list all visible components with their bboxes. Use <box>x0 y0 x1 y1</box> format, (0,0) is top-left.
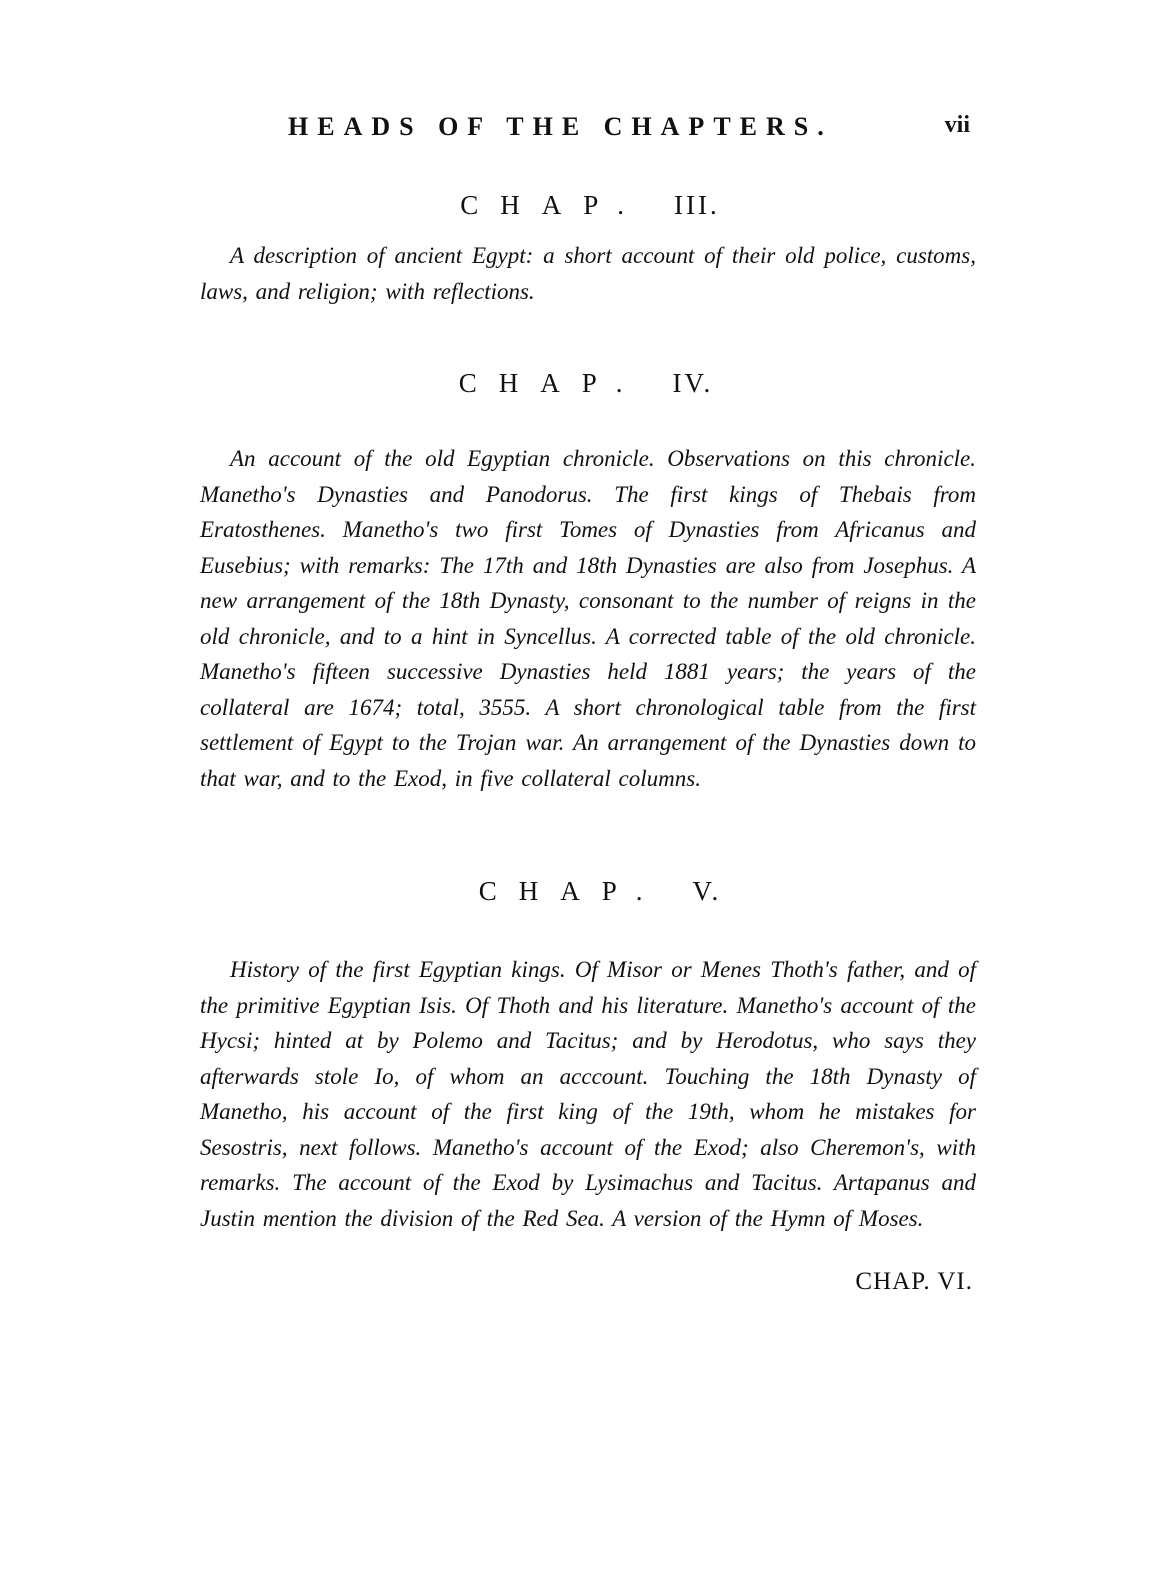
chapter-heading <box>286 368 886 399</box>
chapter-label: CHAP. <box>458 368 645 398</box>
chapter-summary: An account of the old Egyptian chronicle. Observations on this chronicle. Manetho's Dynasties and Panodorus. The first kings of Thebais from Eratosthenes. Manetho's two first Tomes of Dynasties from Africanus and Eusebius; with remarks: The 17th and 18th Dynasties are also from Josephus. A new arrangement of the 18th Dynasty, consonant to the number of reigns in the old chronicle, and to a hint in Syncellus. A corrected table of the old chronicle. Manetho's fifteen successive Dynasties held 1881 years; the years of the collateral are 1674; total, 3555. A short chronological table from the first settlement of Egypt to the Trojan war. An arrangement of the Dynasties down to that war, and to the Exod, in five collateral columns. <box>200 446 976 791</box>
chapter-number: IV. <box>672 368 714 398</box>
chapter-number: V. <box>692 876 722 906</box>
chapter-summary: A description of ancient Egypt: a short account of their old police, customs, laws, and religion; with reflections. <box>200 243 976 304</box>
chapter-summary: History of the first Egyptian kings. Of Misor or Menes Thoth's father, and of the primitive Egyptian Isis. Of Thoth and his literature. Manetho's account of the Hycsi; hinted at by Polemo and Tacitus; and by Herodotus, who says they afterwards stole Io, of whom an acccount. Touching the 18th Dynasty of Manetho, his account of the first king of the 19th, whom he mistakes for Sesostris, next follows. Manetho's account of the Exod; also Cheremon's, with remarks. The account of the Exod by Lysimachus and Tacitus. Artapanus and Justin mention the division of the Red Sea. A version of the Hymn of Moses. <box>200 957 976 1231</box>
chapter-heading <box>300 876 900 907</box>
catchword: CHAP. VI. <box>855 1268 973 1295</box>
page-number: vii <box>944 112 970 138</box>
chapter-label: CHAP. <box>478 876 665 906</box>
chapter-label: CHAP. <box>460 190 647 220</box>
chapter-number: III. <box>674 190 720 220</box>
running-title: HEADS OF THE CHAPTERS. <box>288 112 833 141</box>
running-head <box>270 112 970 152</box>
chapter-heading <box>290 190 890 221</box>
